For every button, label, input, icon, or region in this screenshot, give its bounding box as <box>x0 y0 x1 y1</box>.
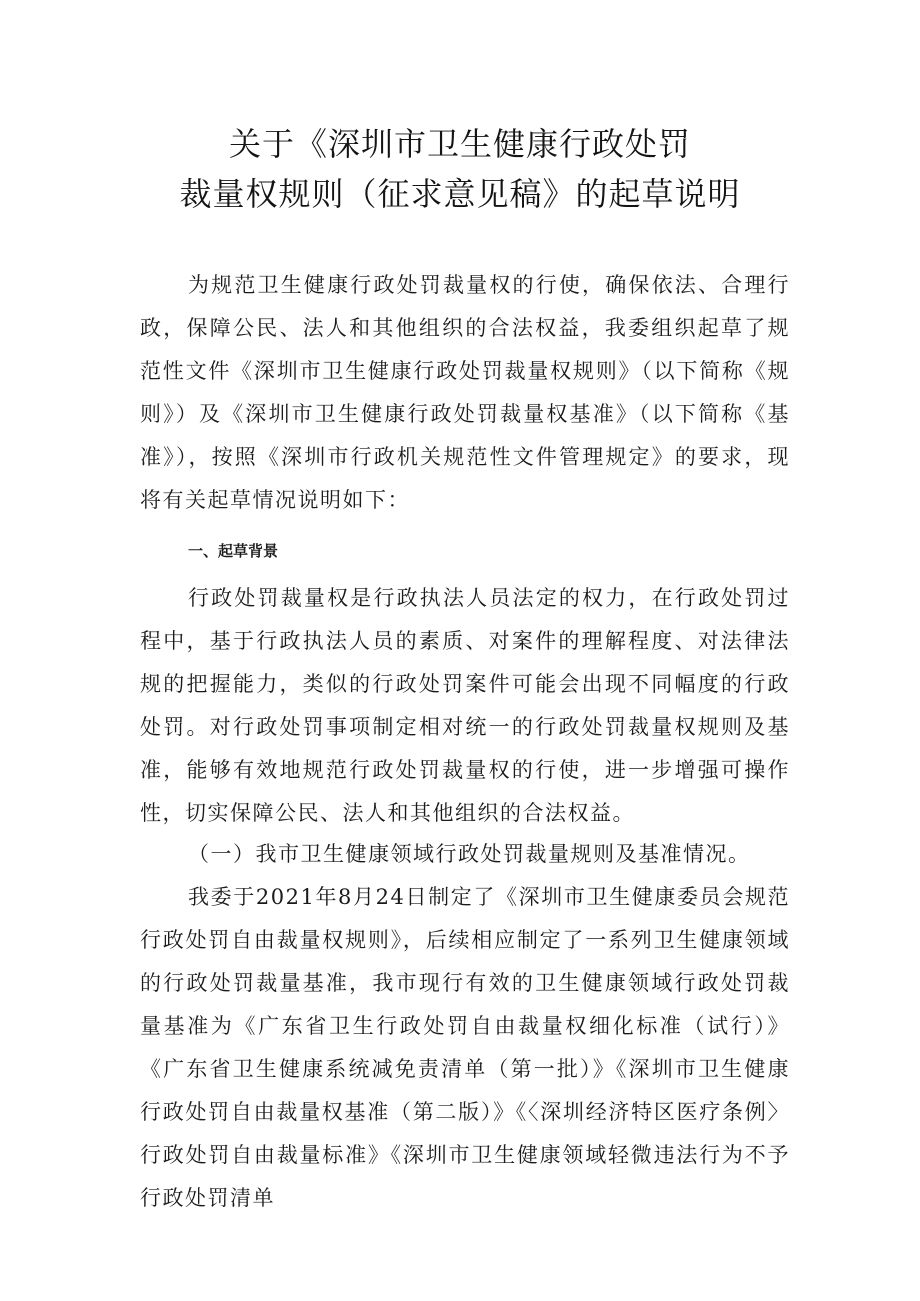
document-title-line-1: 关于《深圳市卫生健康行政处罚 <box>228 125 691 163</box>
current-status-paragraph: 我委于2021年8月24日制定了《深圳市卫生健康委员会规范行政处罚自由裁量权规则》，后续相应制定了一系列卫生健康领域的行政处罚裁量基准，我市现行有效的卫生健康领域行政处罚裁量基准为《广东省卫生行政处罚自由裁量权细化标准（试行）》《广东省卫生健康系统减免责清单（第一批）》《深圳市卫生健康行政处罚自由裁量权基准（第二版）》《〈深圳经济特区医疗条例〉行政处罚自由裁量标准》《深圳市卫生健康领域轻微违法行为不予行政处罚清单 <box>140 885 790 1210</box>
document-title-line-2: 裁量权规则（征求意见稿》的起草说明 <box>179 175 741 213</box>
intro-paragraph: 为规范卫生健康行政处罚裁量权的行使，确保依法、合理行政，保障公民、法人和其他组织的合法权益，我委组织起草了规范性文件《深圳市卫生健康行政处罚裁量权规则》（以下简称《规则》）及《深圳市卫生健康行政处罚裁量权基准》（以下简称《基准》），按照《深圳市行政机关规范性文件管理规定》的要求，现将有关起草情况说明如下： <box>140 273 790 512</box>
subsection-heading-current-status: （一）我市卫生健康领域行政处罚裁量规则及基准情况。 <box>188 842 751 866</box>
background-paragraph: 行政处罚裁量权是行政执法人员法定的权力，在行政处罚过程中，基于行政执法人员的素质、对案件的理解程度、对法律法规的把握能力，类似的行政处罚案件可能会出现不同幅度的行政处罚。对行政处罚事项制定相对统一的行政处罚裁量权规则及基准，能够有效地规范行政处罚裁量权的行使，进一步增强可操作性，切实保障公民、法人和其他组织的合法权益。 <box>140 586 790 825</box>
section-heading-background: 一、起草背景 <box>188 542 279 560</box>
